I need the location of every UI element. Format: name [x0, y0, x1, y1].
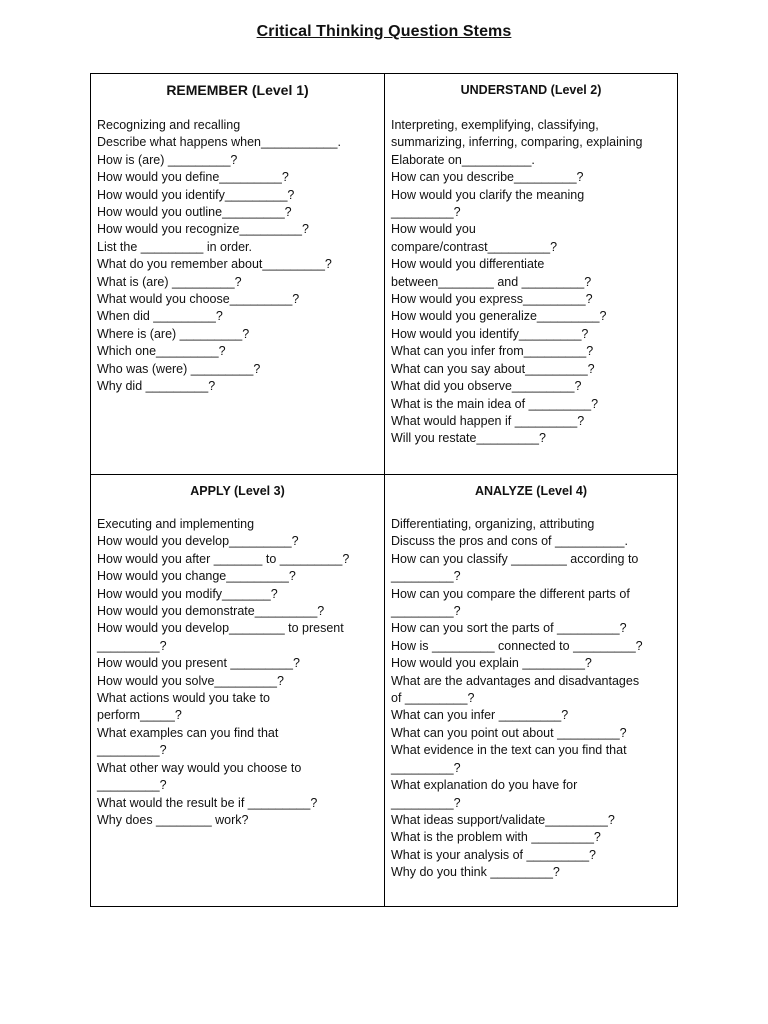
stem-line: How can you describe_________? [391, 170, 584, 185]
stem-line: Who was (were) _________? [97, 361, 261, 376]
stem-line: What is (are) _________? [97, 274, 242, 289]
stem-line: How would you after _______ to _________? [97, 551, 350, 566]
stem-line: What would the result be if _________? [97, 795, 318, 810]
stem-line: List the _________ in order. [97, 239, 252, 254]
stem-line: _________? [97, 638, 167, 653]
stem-line: How would you change_________? [97, 569, 296, 584]
stem-line: What did you observe_________? [391, 379, 582, 394]
stem-line: When did _________? [97, 309, 223, 324]
remember-heading: REMEMBER (Level 1) [166, 82, 309, 98]
stem-line: How would you present _________? [97, 656, 300, 671]
stem-line: Why does ________ work? [97, 812, 249, 827]
stem-line: What is the main idea of _________? [391, 396, 599, 411]
stem-line: Why do you think _________? [391, 865, 560, 880]
stem-line: _________? [391, 760, 461, 775]
stem-line: How can you sort the parts of _________? [391, 621, 627, 636]
stem-line: What can you infer from_________? [391, 344, 594, 359]
remember-cell [91, 74, 384, 474]
stem-line: Which one_________? [97, 344, 226, 359]
stem-line: Interpreting, exemplifying, classifying, [391, 118, 599, 132]
stem-line: How would you identify_________? [97, 187, 295, 202]
stem-line: What would happen if _________? [391, 413, 585, 428]
stem-line: How is (are) _________? [97, 152, 238, 167]
stem-line: _________? [391, 569, 461, 584]
stem-line: What would you choose_________? [97, 292, 300, 307]
analyze-stems-list [391, 516, 671, 882]
stem-line: How would you develop________ to present [97, 621, 344, 636]
stem-line: Executing and implementing [97, 517, 255, 531]
stem-line: How would you modify_______? [97, 586, 278, 601]
stem-line: What is the problem with _________? [391, 830, 601, 845]
stem-line: Differentiating, organizing, attributing [391, 517, 595, 531]
stem-line: What ideas support/validate_________? [391, 812, 615, 827]
stem-line: How would you generalize_________? [391, 309, 607, 324]
stem-line: How can you classify ________ according to [391, 551, 639, 566]
apply-stems-list [97, 516, 378, 829]
stem-line: _________? [97, 743, 167, 758]
stem-line: Elaborate on__________. [391, 152, 535, 167]
stem-line: _________? [391, 604, 461, 619]
analyze-heading: ANALYZE (Level 4) [474, 484, 588, 498]
stem-line: How would you explain _________? [391, 656, 592, 671]
stem-line: Where is (are) _________? [97, 326, 250, 341]
stem-line: Will you restate_________? [391, 431, 546, 446]
stem-line: How would you develop_________? [97, 534, 299, 549]
stem-line: What examples can you find that [97, 725, 279, 740]
stem-line: What can you infer _________? [391, 708, 569, 723]
stem-line: between________ and _________? [391, 274, 592, 289]
stem-line: How would you solve_________? [97, 673, 284, 688]
stem-line: summarizing, inferring, comparing, explaining [391, 135, 643, 150]
understand-heading: UNDERSTAND (Level 2) [460, 83, 602, 97]
stem-line: How can you compare the different parts of [391, 586, 630, 601]
stem-line: What are the advantages and disadvantages [391, 673, 640, 688]
stem-line: of _________? [391, 691, 475, 706]
stem-line: How would you recognize_________? [97, 222, 309, 237]
stem-line: How would you outline_________? [97, 205, 292, 220]
stem-line: What can you say about_________? [391, 361, 595, 376]
stem-line: perform_____? [97, 708, 182, 723]
stem-line: What actions would you take to [97, 691, 271, 706]
stem-line: What other way would you choose to [97, 760, 302, 775]
stem-line: How would you differentiate [391, 257, 545, 272]
understand-stems-list [391, 117, 671, 448]
stem-line: What evidence in the text can you find that [391, 743, 627, 758]
stem-line: What can you point out about _________? [391, 725, 627, 740]
stem-line: How would you express_________? [391, 292, 593, 307]
analyze-cell [385, 475, 677, 906]
stem-line: How is _________ connected to _________? [391, 638, 643, 653]
stem-line: Discuss the pros and cons of __________. [391, 534, 628, 549]
stem-line: How would you clarify the meaning [391, 187, 585, 202]
document-title: Critical Thinking Question Stems [256, 23, 512, 40]
stem-line: _________? [391, 795, 461, 810]
stem-line: What explanation do you have for [391, 778, 578, 793]
question-stems-table [90, 73, 678, 907]
stem-line: compare/contrast_________? [391, 239, 558, 254]
stem-line: How would you [391, 222, 476, 237]
stem-line: _________? [97, 778, 167, 793]
stem-line: Describe what happens when___________. [97, 135, 341, 150]
stem-line: Why did _________? [97, 379, 216, 394]
apply-heading: APPLY (Level 3) [190, 484, 285, 498]
remember-stems-list [97, 117, 378, 396]
stem-line: What is your analysis of _________? [391, 847, 596, 862]
stem-line: How would you identify_________? [391, 326, 589, 341]
understand-cell [385, 74, 677, 474]
apply-cell [91, 475, 384, 906]
stem-line: What do you remember about_________? [97, 257, 332, 272]
stem-line: How would you demonstrate_________? [97, 604, 325, 619]
stem-line: _________? [391, 205, 461, 220]
stem-line: Recognizing and recalling [97, 118, 241, 132]
stem-line: How would you define_________? [97, 170, 289, 185]
